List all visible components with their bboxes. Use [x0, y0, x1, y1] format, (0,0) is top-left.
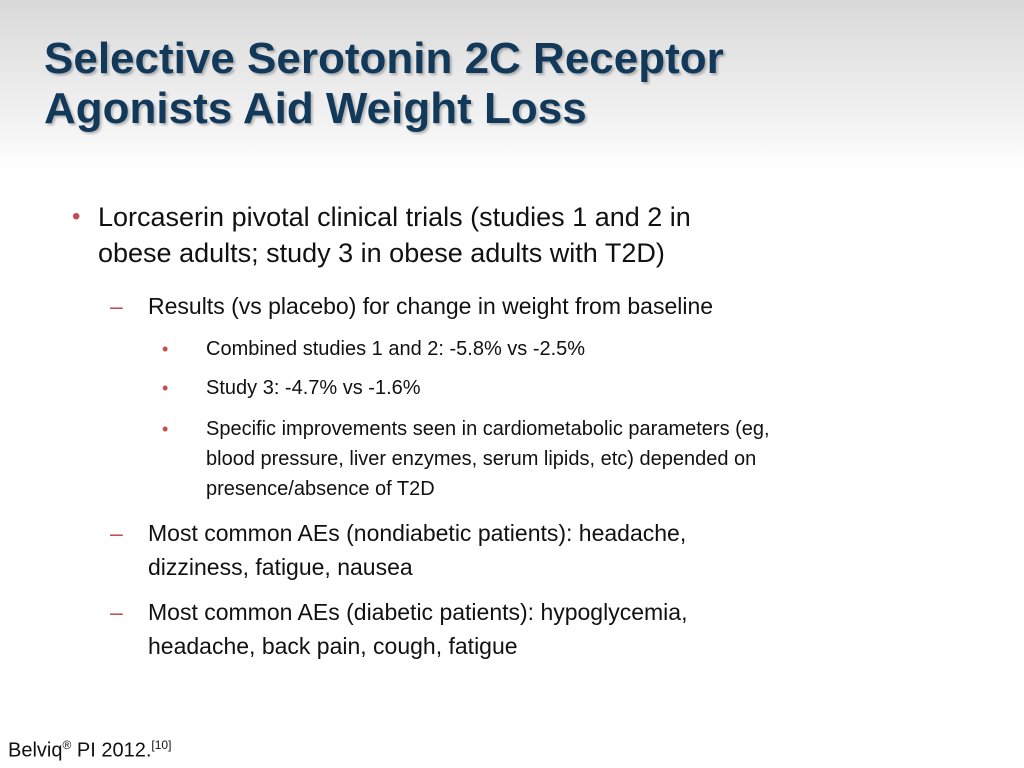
reference-text: PI 2012. [71, 739, 152, 762]
bullet-text-line: Combined studies 1 and 2: -5.8% vs -2.5% [206, 338, 586, 360]
bullet-text-line: Study 3: -4.7% vs -1.6% [206, 377, 421, 399]
bullet-marker: • [72, 203, 81, 230]
bullet-item-trials [72, 199, 978, 271]
bullet-text-line: Specific improvements seen in cardiometabolic parameters (eg, [206, 418, 770, 440]
bullet-marker: • [162, 339, 169, 359]
bullet-text-line: Most common AEs (diabetic patients): hypoglycemia, [148, 599, 688, 625]
bullet-text-line: Results (vs placebo) for change in weight from baseline [148, 293, 714, 319]
bullet-text-line: obese adults; study 3 in obese adults with T2D) [98, 238, 665, 268]
reference-number: [10] [151, 738, 172, 752]
bullet-item-improvements [162, 414, 996, 504]
slide-title [44, 34, 994, 134]
dash-marker: – [110, 520, 123, 546]
reference-footer [8, 738, 171, 763]
bullet-text-line: Most common AEs (nondiabetic patients): headache, [148, 520, 687, 546]
bullet-item-results [110, 289, 988, 323]
bullet-item-study-3 [162, 373, 986, 403]
bullet-text-line: blood pressure, liver enzymes, serum lipids, etc) depended on [206, 448, 757, 470]
bullet-item-combined-studies [162, 334, 986, 364]
bullet-marker: • [162, 378, 169, 398]
slide-title-line-2: Agonists Aid Weight Loss [44, 84, 587, 133]
dash-marker: – [110, 293, 123, 319]
bullet-text-line: presence/absence of T2D [206, 478, 435, 500]
dash-marker: – [110, 599, 123, 625]
bullet-item-aes-nondiabetic [110, 516, 988, 584]
reference-brand: Belviq [8, 739, 63, 762]
bullet-text-line: headache, back pain, cough, fatigue [148, 633, 518, 659]
slide-title-line-1: Selective Serotonin 2C Receptor [44, 34, 724, 83]
registered-mark: ® [62, 738, 72, 752]
bullet-text-line: dizziness, fatigue, nausea [148, 554, 413, 580]
bullet-text-line: Lorcaserin pivotal clinical trials (studies 1 and 2 in [98, 202, 691, 232]
bullet-marker: • [162, 419, 169, 439]
bullet-item-aes-diabetic [110, 595, 988, 663]
